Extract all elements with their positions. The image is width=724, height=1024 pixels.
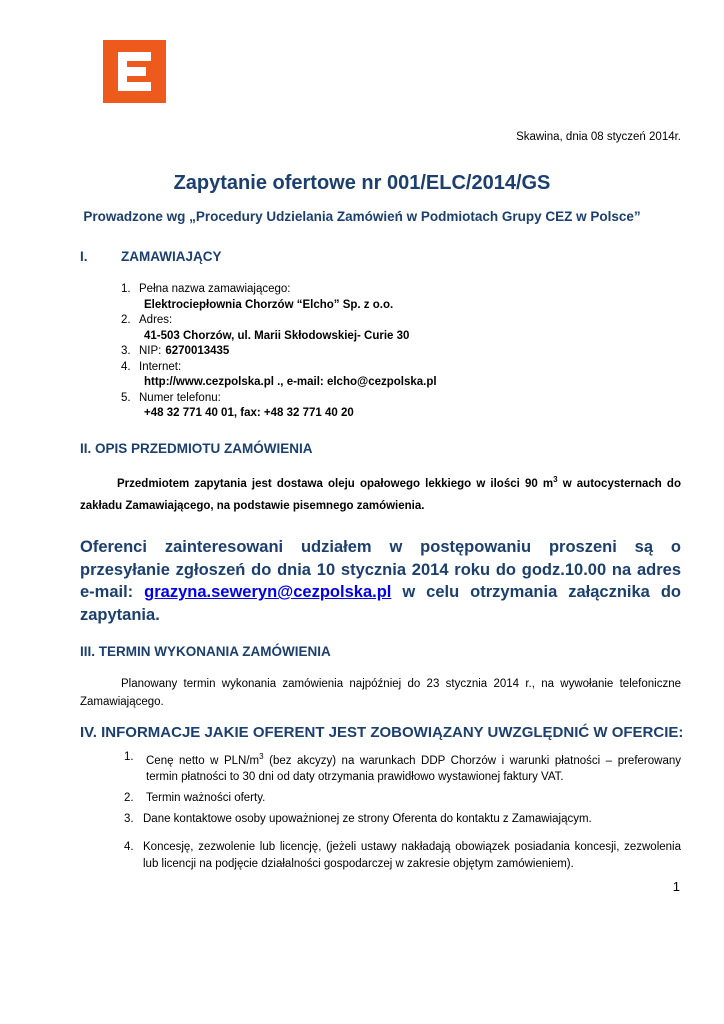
paragraph-text: w autocysternach do zakładu Zamawiającego, na podstawie pisemnego zamówienia. bbox=[80, 477, 681, 512]
superscript: 3 bbox=[553, 475, 558, 484]
list-item bbox=[121, 282, 681, 298]
item-text: (bez akcyzy) na warunkach DDP Chorzów i warunki płatności – preferowany termin płatności to 30 dni od daty otrzymania prawidłowo wystawionej faktury VAT. bbox=[146, 754, 681, 784]
list-item-value: Elektrociepłownia Chorzów “Elcho” Sp. z o.o. bbox=[144, 298, 394, 311]
list-item-label: Internet: bbox=[139, 360, 182, 373]
section1-list bbox=[121, 282, 681, 422]
document-date: Skawina, dnia 08 styczeń 2014r. bbox=[516, 131, 681, 143]
list-item bbox=[124, 749, 681, 786]
list-item bbox=[124, 790, 681, 807]
section2-heading: II. OPIS PRZEDMIOTU ZAMÓWIENIA bbox=[80, 441, 313, 456]
list-item-text bbox=[146, 749, 681, 786]
section1-number: I. bbox=[80, 249, 88, 264]
list-item-number: 1. bbox=[121, 283, 131, 295]
list-item bbox=[121, 313, 681, 329]
list-item-value: 6270013435 bbox=[165, 345, 230, 357]
list-item-label: Numer telefonu: bbox=[139, 391, 221, 404]
section2-paragraph bbox=[80, 469, 681, 517]
list-item-text: Koncesję, zezwolenie lub licencję, (jeżeli ustawy nakładają obowiązek posiadania koncesji, zezwolenia lub licencji na podjęcie działalności gospodarczej w zakresie objętym zamówieniem). bbox=[143, 841, 681, 870]
document-subtitle: Prowadzone wg „Procedury Udzielania Zamówień w Podmiotach Grupy CEZ w Polsce” bbox=[83, 209, 641, 224]
list-item bbox=[121, 344, 681, 360]
list-item-number: 2. bbox=[121, 314, 131, 326]
section3-paragraph: Planowany termin wykonania zamówienia najpóźniej do 23 stycznia 2014 r., na wywołanie telefoniczne Zamawiającego. bbox=[80, 678, 681, 708]
list-item bbox=[124, 811, 681, 828]
email-link[interactable]: grazyna.seweryn@cezpolska.pl bbox=[144, 583, 392, 601]
list-item-value: +48 32 771 40 01, fax: +48 32 771 40 20 bbox=[144, 407, 354, 419]
list-item-number: 1. bbox=[124, 751, 134, 763]
list-item-number: 3. bbox=[121, 345, 131, 357]
list-item bbox=[124, 839, 681, 872]
list-item-label: Adres: bbox=[139, 314, 173, 326]
document-title: Zapytanie ofertowe nr 001/ELC/2014/GS bbox=[173, 172, 551, 194]
section3-heading: III. TERMIN WYKONANIA ZAMÓWIENIA bbox=[80, 644, 331, 659]
list-item-number: 3. bbox=[124, 813, 134, 825]
cez-logo bbox=[103, 40, 166, 103]
list-item-label: Pełna nazwa zamawiającego: bbox=[139, 283, 291, 295]
list-item-number: 4. bbox=[121, 360, 131, 373]
superscript: 3 bbox=[259, 752, 264, 761]
list-item-number: 5. bbox=[121, 391, 131, 404]
list-item bbox=[121, 391, 681, 407]
list-item-value: 41-503 Chorzów, ul. Marii Skłodowskiej- Curie 30 bbox=[144, 329, 410, 342]
list-item-value[interactable]: http://www.cezpolska.pl ., e-mail: elcho@cezpolska.pl bbox=[144, 376, 437, 388]
offer-text: Oferenci zainteresowani udziałem w postępowaniu proszeni są o przesyłanie zgłoszeń do dnia 10 stycznia 2014 roku do godz.10.00 na adres e-mail: bbox=[80, 538, 681, 601]
list-item bbox=[121, 360, 681, 376]
list-item-text: Termin ważności oferty. bbox=[146, 792, 266, 804]
list-item-text: Dane kontaktowe osoby upoważnionej ze strony Oferenta do kontaktu z Zamawiającym. bbox=[143, 813, 592, 825]
offer-notice bbox=[80, 536, 681, 626]
section1-heading: ZAMAWIAJĄCY bbox=[121, 249, 222, 264]
list-item-label: NIP: bbox=[139, 345, 162, 357]
offer-text: w celu otrzymania załącznika do zapytania. bbox=[80, 583, 681, 624]
section4-heading: IV. INFORMACJE JAKIE OFERENT JEST ZOBOWIĄZANY UWZGLĘDNIĆ W OFERCIE: bbox=[80, 724, 684, 741]
list-item-number: 2. bbox=[124, 792, 134, 804]
page-number: 1 bbox=[672, 879, 680, 894]
paragraph-text: Przedmiotem zapytania jest dostawa oleju opałowego lekkiego w ilości 90 m bbox=[117, 477, 554, 490]
list-item-number: 4. bbox=[124, 841, 134, 853]
item-text: Cenę netto w PLN/m bbox=[146, 754, 260, 767]
